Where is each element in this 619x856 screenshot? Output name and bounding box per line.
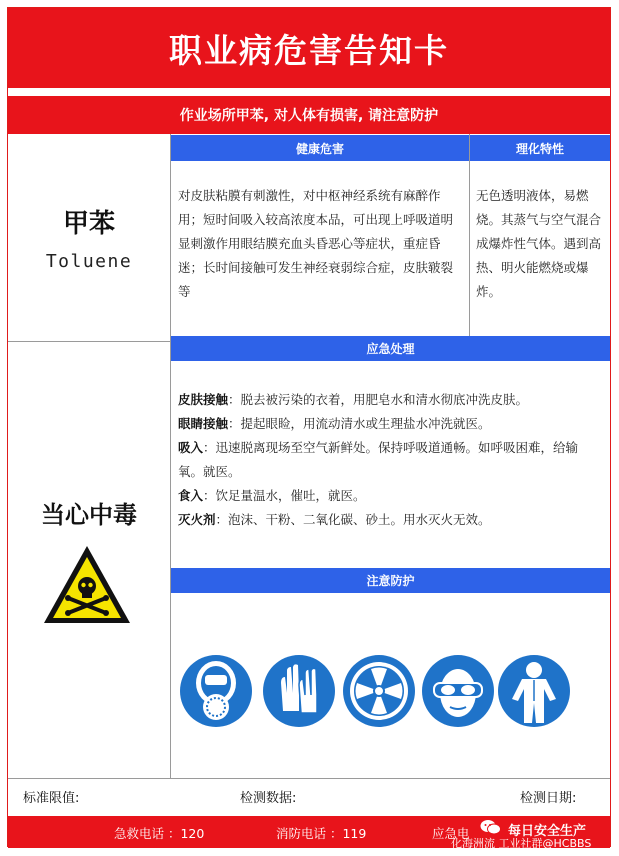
hazard-notice-card [7, 7, 611, 850]
emergency-item-text: ：迅速脱离现场至空气新鲜处。保持呼吸道通畅。如呼吸困难，给输氧。就医。 [178, 440, 579, 479]
safety-goggles-icon [420, 653, 496, 729]
health-hazard-text: 对皮肤粘膜有刺激性，对中枢神经系统有麻醉作用；短时间吸入较高浓度本品，可出现上呼吸道明显刺激作用眼结膜充血头昏恶心等症状，重症昏迷；长时间接触可发生神经衰弱综合症，皮肤皲裂等 [178, 188, 454, 299]
health-hazard-header: 健康危害 [171, 135, 469, 161]
emergency-item-text: ：提起眼睑，用流动清水或生理盐水冲洗就医。 [228, 416, 491, 431]
ventilation-fan-icon [341, 653, 417, 729]
substance-name-en: Toluene [45, 251, 133, 272]
warning-label: 当心中毒 [41, 501, 137, 529]
divider [469, 134, 470, 341]
protective-suit-icon [496, 653, 572, 729]
detection-data-label: 检测数据: [240, 790, 297, 806]
detection-date-label: 检测日期: [520, 790, 577, 806]
standard-limit-label: 标准限值: [23, 790, 80, 806]
emergency-item [178, 484, 603, 508]
card-title: 职业病危害告知卡 [8, 8, 610, 88]
protection-header: 注意防护 [171, 568, 610, 593]
emergency-item [178, 412, 603, 436]
card-subtitle: 作业场所甲苯, 对人体有损害, 请注意防护 [8, 96, 610, 134]
emergency-item-text: ：饮足量温水，催吐，就医。 [203, 488, 366, 503]
emergency-item-text: ：泡沫、干粉、二氧化碳、砂土。用水灭火无效。 [215, 512, 491, 527]
bottom-bar [8, 816, 610, 848]
protective-gloves-icon [261, 653, 337, 729]
emergency-header: 应急处理 [171, 336, 610, 361]
properties-header: 理化特性 [470, 135, 610, 161]
divider [8, 341, 170, 342]
emergency-item-label: 眼睛接触 [178, 416, 229, 431]
emergency-list [178, 388, 603, 532]
partial-label: 应急电 [432, 826, 470, 841]
wechat-account-name: 每日安全生产 [508, 824, 587, 839]
substance-name-zh: 甲苯 [62, 209, 115, 239]
divider [170, 134, 171, 778]
properties-text: 无色透明液体，易燃烧。其蒸气与空气混合成爆炸性气体。遇到高热、明火能燃烧或爆炸。 [476, 188, 602, 299]
emergency-item-label: 食入 [178, 488, 204, 503]
footer-row [8, 778, 610, 814]
toxic-warning-icon [41, 542, 133, 628]
fire-call: 消防电话 ：119 [276, 826, 367, 841]
emergency-item-text: ：脱去被污染的衣着，用肥皂水和清水彻底冲洗皮肤。 [228, 392, 529, 407]
emergency-item [178, 508, 603, 532]
emergency-item [178, 436, 603, 484]
wechat-icon [480, 819, 502, 835]
emergency-call: 急救电话 ：120 [114, 826, 205, 841]
emergency-item [178, 388, 603, 412]
watermark: 化海洲流 工业社群@HCBBS [451, 837, 592, 850]
emergency-item-label: 皮肤接触 [178, 392, 229, 407]
emergency-item-label: 吸入 [178, 440, 204, 455]
emergency-item-label: 灭火剂 [178, 512, 216, 527]
gas-mask-icon [178, 653, 254, 729]
